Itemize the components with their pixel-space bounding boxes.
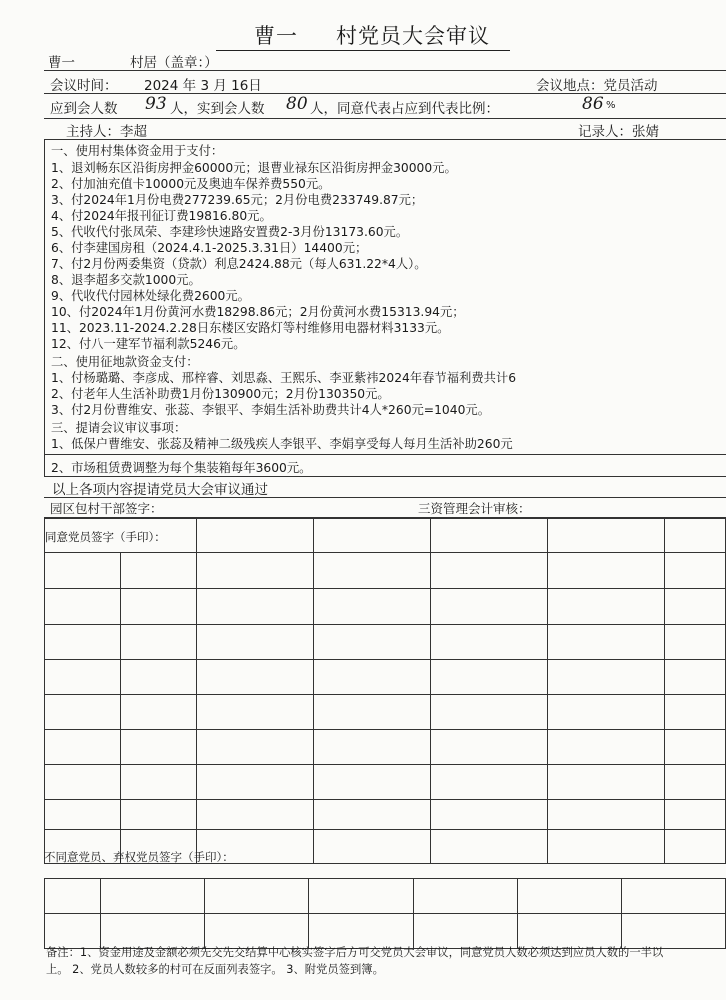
- cadre-sign-label: 园区包村干部签字：: [50, 501, 163, 516]
- signature-cell[interactable]: [431, 625, 548, 660]
- list-item: 11、2023.11-2024.2.28日东楼区安路灯等村维修用电器材料3133元。: [51, 321, 450, 335]
- signature-cell[interactable]: [548, 660, 665, 695]
- signature-cell[interactable]: [665, 800, 726, 830]
- signature-cell[interactable]: [314, 730, 431, 765]
- list-item: 2、市场租赁费调整为每个集装箱每年3600元。: [51, 461, 312, 475]
- ratio-label: 人，同意代表占应到代表比例：: [310, 101, 499, 117]
- signature-cell[interactable]: [121, 695, 197, 730]
- list-item: 2、付加油充值卡10000元及奥迪车保养费550元。: [51, 177, 331, 191]
- items-section-continued: [44, 455, 726, 477]
- list-item: 1、低保户曹维安、张蕊及精神二级残疾人李银平、李娟享受每人每月生活补助260元: [51, 437, 513, 451]
- actual-attend-count: 80: [286, 94, 308, 114]
- signature-cell[interactable]: [665, 519, 726, 553]
- signature-cell[interactable]: [197, 589, 314, 625]
- signoff-row: [44, 498, 726, 518]
- signature-cell[interactable]: [121, 765, 197, 800]
- percent-sign: %: [606, 100, 616, 111]
- agree-ratio: 86: [582, 94, 604, 114]
- signature-cell[interactable]: [45, 589, 121, 625]
- signature-cell[interactable]: [45, 695, 121, 730]
- list-item: 1、付杨璐璐、李彦成、邢梓睿、刘思淼、王熙乐、李亚紫祎2024年春节福利费共计6: [51, 371, 517, 385]
- signature-cell[interactable]: [431, 695, 548, 730]
- list-item: 10、付2024年1月份黄河水费18298.86元；2月份黄河水费15313.94元；: [51, 305, 465, 319]
- list-item: 5、代收代付张凤荣、李建珍快速路安置费2-3月份13173.60元。: [51, 225, 409, 239]
- village-label: 曹一: [48, 55, 75, 71]
- list-item: 2、付老年人生活补助费1月份130900元；2月份130350元。: [51, 387, 390, 401]
- disagree-label: 不同意党员、弃权党员签字（手印）：: [44, 850, 234, 864]
- host-row: [44, 119, 726, 140]
- signature-cell[interactable]: [431, 553, 548, 589]
- signature-cell[interactable]: [45, 730, 121, 765]
- items-section: [44, 140, 726, 455]
- signature-cell[interactable]: [665, 730, 726, 765]
- signature-cell[interactable]: [431, 730, 548, 765]
- list-item: 7、付2月份两委集资（贷款）利息2424.88元（每人631.22*4人）。: [51, 257, 427, 271]
- signature-cell[interactable]: [431, 519, 548, 553]
- signature-cell[interactable]: [665, 695, 726, 730]
- accounting-review-label: 三资管理会计审核：: [418, 501, 531, 516]
- signature-cell[interactable]: [665, 765, 726, 800]
- list-item: 9、代收代付园林处绿化费2600元。: [51, 289, 250, 303]
- signature-cell[interactable]: [548, 695, 665, 730]
- signature-cell[interactable]: [197, 519, 314, 553]
- signature-cell[interactable]: [665, 589, 726, 625]
- signature-cell[interactable]: [548, 625, 665, 660]
- section-heading: 二、使用征地款资金支付：: [51, 355, 199, 369]
- signature-cell[interactable]: [665, 625, 726, 660]
- signature-cell[interactable]: [121, 660, 197, 695]
- signature-cell[interactable]: [121, 800, 197, 830]
- document-title: [0, 20, 726, 51]
- signature-cell[interactable]: [548, 765, 665, 800]
- signature-cell[interactable]: [45, 553, 121, 589]
- signature-cell[interactable]: [197, 800, 314, 830]
- summary-text: 以上各项内容提请党员大会审议通过: [52, 482, 268, 498]
- list-item: 3、付2月份曹维安、张蕊、李银平、李娟生活补助费共计4人*260元=1040元。: [51, 403, 491, 417]
- signature-cell[interactable]: [314, 625, 431, 660]
- signature-cell[interactable]: [548, 800, 665, 830]
- footnote: 备注：1、资金用途及金额必须先交先交结算中心核实签字后方可交党员大会审议，同意党员人数必须达到应员人数的一半以上。 2、党员人数较多的村可在反面列表签字。 3、附党员签到簿。: [46, 946, 664, 976]
- signature-cell[interactable]: [101, 879, 205, 914]
- signature-cell[interactable]: [665, 660, 726, 695]
- signature-table: [44, 518, 726, 864]
- title-village-name: 曹一: [216, 20, 336, 51]
- seal-label: 村居（盖章：）: [130, 55, 218, 71]
- agree-label-cell: [45, 519, 197, 553]
- meeting-info-row: [44, 71, 726, 94]
- signature-cell[interactable]: [548, 730, 665, 765]
- signature-cell[interactable]: [621, 879, 725, 914]
- signature-cell[interactable]: [45, 765, 121, 800]
- list-item: 1、退刘畅东区沿街房押金60000元；退曹业禄东区沿街房押金30000元。: [51, 161, 457, 175]
- actual-attend-label: 人，实到会人数: [170, 101, 265, 117]
- meeting-time-label: 会议时间：: [50, 78, 118, 94]
- signature-cell[interactable]: [45, 879, 101, 914]
- signature-cell[interactable]: [45, 800, 121, 830]
- signature-cell[interactable]: [431, 660, 548, 695]
- list-item: 4、付2024年报刊征订费19816.80元。: [51, 209, 272, 223]
- signature-cell[interactable]: [517, 879, 621, 914]
- section-heading: 一、使用村集体资金用于支付：: [51, 144, 224, 158]
- agree-label: 同意党员签字（手印）：: [45, 530, 166, 544]
- signature-cell[interactable]: [121, 730, 197, 765]
- summary-row: [44, 477, 726, 498]
- signature-cell[interactable]: [431, 765, 548, 800]
- should-attend-count: 93: [145, 94, 167, 114]
- list-item: 8、退李超多交款1000元。: [51, 273, 201, 287]
- signature-cell[interactable]: [197, 625, 314, 660]
- signature-cell[interactable]: [197, 553, 314, 589]
- signature-cell[interactable]: [665, 553, 726, 589]
- signature-cell[interactable]: [548, 553, 665, 589]
- meeting-time: 2024 年 3 月 16日: [144, 78, 262, 94]
- list-item: 6、付李建国房租（2024.4.1-2025.3.31日）14400元；: [51, 241, 368, 255]
- signature-cell[interactable]: [314, 800, 431, 830]
- signature-cell[interactable]: [121, 625, 197, 660]
- signature-cell[interactable]: [314, 660, 431, 695]
- signature-cell[interactable]: [431, 589, 548, 625]
- signature-cell[interactable]: [309, 879, 413, 914]
- signature-cell[interactable]: [121, 553, 197, 589]
- signature-cell[interactable]: [197, 765, 314, 800]
- disagree-signature-table: [44, 878, 726, 949]
- signature-cell[interactable]: [314, 519, 431, 553]
- signature-cell[interactable]: [197, 660, 314, 695]
- signature-cell[interactable]: [121, 589, 197, 625]
- attendance-row: [44, 94, 726, 119]
- signature-cell[interactable]: [548, 589, 665, 625]
- recorder-name: 记录人：张婧: [578, 124, 659, 140]
- signature-cell[interactable]: [548, 519, 665, 553]
- signature-cell[interactable]: [314, 553, 431, 589]
- list-item: 3、付2024年1月份电费277239.65元；2月份电费233749.87元；: [51, 193, 424, 207]
- signature-cell[interactable]: [413, 879, 517, 914]
- signature-cell[interactable]: [205, 879, 309, 914]
- section-heading: 三、提请会议审议事项：: [51, 421, 187, 435]
- signature-cell[interactable]: [197, 695, 314, 730]
- list-item: 12、付八一建军节福利款5246元。: [51, 337, 246, 351]
- signature-cell[interactable]: [314, 589, 431, 625]
- signature-cell[interactable]: [314, 765, 431, 800]
- signature-cell[interactable]: [197, 730, 314, 765]
- host-name: 主持人：李超: [66, 124, 147, 140]
- signature-cell[interactable]: [314, 695, 431, 730]
- signature-cell[interactable]: [45, 625, 121, 660]
- title-text: 村党员大会审议: [336, 20, 510, 51]
- should-attend-label: 应到会人数: [50, 101, 118, 117]
- signature-cell[interactable]: [431, 800, 548, 830]
- meeting-place: 会议地点：党员活动: [536, 78, 658, 94]
- village-row: [44, 50, 726, 71]
- signature-cell[interactable]: [45, 660, 121, 695]
